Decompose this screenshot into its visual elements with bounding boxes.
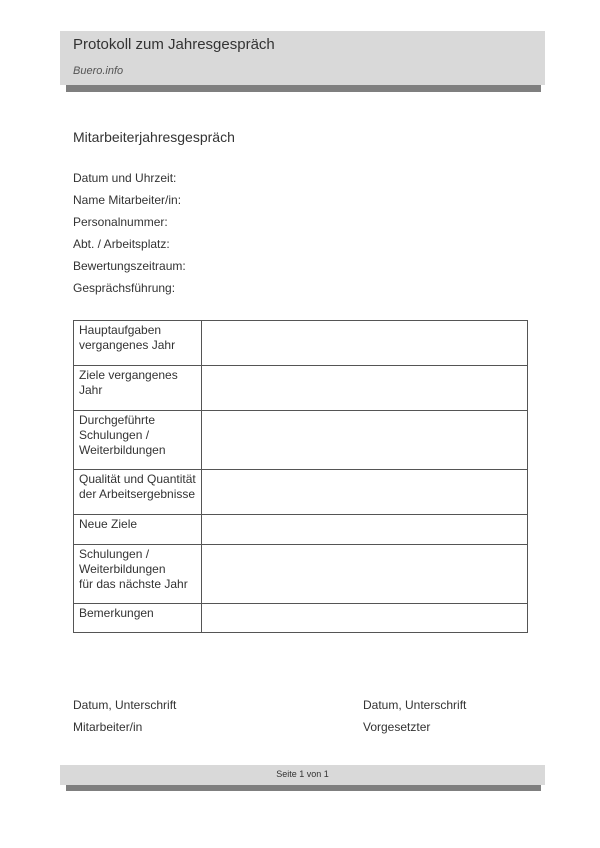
page-heading: Mitarbeiterjahresgespräch: [73, 129, 235, 145]
table-row: [74, 604, 528, 633]
field-department-label: Abt. / Arbeitsplatz:: [73, 237, 170, 251]
table-row-label: Neue Ziele: [74, 515, 202, 545]
table-row-value[interactable]: [202, 515, 528, 545]
field-personnel-number-label: Personalnummer:: [73, 215, 168, 229]
table-row-label: Qualität und Quantität der Arbeitsergebnisse: [74, 470, 202, 515]
table-row-value[interactable]: [202, 366, 528, 411]
document-title: Protokoll zum Jahresgespräch: [73, 36, 275, 53]
table-row-value[interactable]: [202, 411, 528, 470]
table-row: [74, 515, 528, 545]
supervisor-signature-date-label: Datum, Unterschrift: [363, 698, 467, 712]
table-row-value[interactable]: [202, 321, 528, 366]
supervisor-signature-role-label: Vorgesetzter: [363, 720, 431, 734]
table-row-label: Schulungen / Weiterbildungen für das nächste Jahr: [74, 545, 202, 604]
table-row-value[interactable]: [202, 604, 528, 633]
document-source: Buero.info: [73, 65, 124, 77]
table-row-label: Ziele vergangenes Jahr: [74, 366, 202, 411]
field-date-time-label: Datum und Uhrzeit:: [73, 171, 177, 185]
table-row-label: Hauptaufgaben vergangenes Jahr: [74, 321, 202, 366]
header-shadow-bar: [66, 85, 541, 92]
table-row: [74, 321, 528, 366]
table-row: [74, 470, 528, 515]
table-row-value[interactable]: [202, 470, 528, 515]
field-employee-name-label: Name Mitarbeiter/in:: [73, 193, 182, 207]
employee-signature-block: [73, 694, 176, 738]
table-row: [74, 366, 528, 411]
table-row: [74, 411, 528, 470]
review-table: [73, 320, 528, 633]
table-row-value[interactable]: [202, 545, 528, 604]
field-review-period-label: Bewertungszeitraum:: [73, 259, 186, 273]
employee-signature-date-label: Datum, Unterschrift: [73, 698, 177, 712]
field-interviewer-label: Gesprächsführung:: [73, 281, 176, 295]
form-field-list: [73, 167, 186, 299]
table-row: [74, 545, 528, 604]
table-row-label: Bemerkungen: [74, 604, 202, 633]
supervisor-signature-block: [363, 694, 466, 738]
employee-signature-role-label: Mitarbeiter/in: [73, 720, 143, 734]
page-number: Seite 1 von 1: [276, 769, 329, 779]
table-row-label: Durchgeführte Schulungen / Weiterbildungen: [74, 411, 202, 470]
footer-shadow-bar: [66, 785, 541, 791]
